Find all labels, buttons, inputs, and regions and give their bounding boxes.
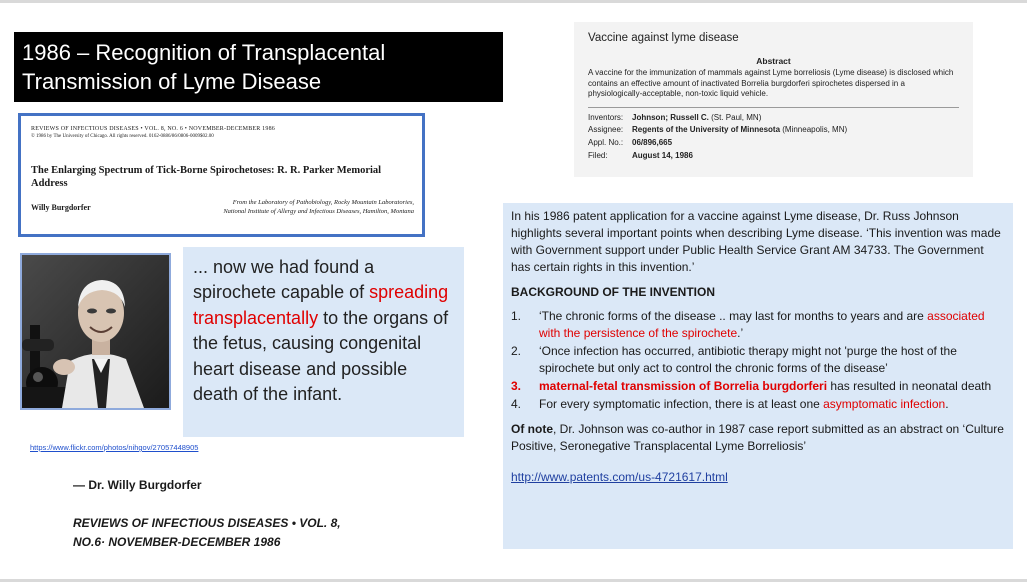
article-copyright-line: © 1986 by The University of Chicago. All rights reserved. 0162-0886/86/0806-0009$02.00 [31,134,214,139]
patent-inventors-location: (St. Paul, MN) [708,112,762,122]
list-item-highlight: associated with the persistence of the spirochete [539,309,985,340]
slide-title-line-1: 1986 – Recognition of Transplacental [22,40,386,65]
quote-highlight: spreading transplacentally [193,282,449,328]
patent-summary-box [503,203,1013,549]
patent-inventors-label: Inventors: [588,112,624,122]
patent-assignee-row [588,124,959,137]
article-header-image [18,113,425,237]
article-title: The Enlarging Spectrum of Tick-Borne Spirochetoses: R. R. Parker Memorial Address [31,165,382,189]
photo-credit-link[interactable]: https://www.flickr.com/photos/nihgov/27057448905 [30,443,199,452]
list-item-text-end: . [945,397,949,411]
patent-abstract: A vaccine for the immunization of mammals against Lyme borreliosis (Lyme disease) is disclosed which contains an effective amount of inactivated Borrelia burgdorferi spirochetes dispersed in a physiologically-acceptable, non-toxic liquid vehicle. [588,68,954,99]
patent-title: Vaccine against lyme disease [588,32,739,44]
patent-filed-label: Filed: [588,150,608,160]
patent-link[interactable]: http://www.patents.com/us-4721617.html [511,470,728,484]
patent-filed-value: August 14, 1986 [632,150,693,160]
patent-appl-label: Appl. No.: [588,137,624,147]
list-item [511,378,1005,395]
article-author: Willy Burgdorfer [31,203,91,212]
list-item [511,308,1005,342]
patent-assignee-label: Assignee: [588,125,624,135]
patent-assignee-name: Regents of the University of Minnesota [632,125,781,135]
summary-intro: In his 1986 patent application for a vaccine against Lyme disease, Dr. Russ Johnson highlights several important points when describing Lyme disease. ‘This invention was made with Government support under Public Health Service Grant AM 34733. The Government has certain rights in this invention.’ [511,209,1001,274]
patent-appl-value: 06/896,665 [632,137,673,147]
patent-filed-row [588,150,959,163]
patent-excerpt [574,22,973,177]
note-label: Of note [511,422,553,436]
portrait-illustration [22,255,169,408]
list-item-number: 1. [511,309,522,323]
note-paragraph [511,421,1005,455]
portrait-photo [20,253,171,410]
list-item-text: For every symptomatic infection, there is at least one [539,397,824,411]
list-item-text: ‘Once infection has occurred, antibiotic therapy might not 'purge the host of the spirochete but only act to control the chronic forms of the disease’ [539,344,957,375]
patent-appl-row [588,137,959,150]
patent-abstract-heading: Abstract [756,56,791,66]
patent-assignee-location: (Minneapolis, MN) [780,125,848,135]
background-heading: BACKGROUND OF THE INVENTION [511,285,715,299]
list-item [511,396,1005,413]
quote-attribution: — Dr. Willy Burgdorfer [73,478,202,492]
article-affiliation: From the Laboratory of Pathobiology, Rocky Mountain Laboratories, National Institute of Allergy and Infectious Diseases, Hamilton, Montana [223,199,414,215]
quote-citation: REVIEWS OF INFECTIOUS DISEASES • VOL. 8, NO.6· NOVEMBER-DECEMBER 1986 [73,516,341,549]
patent-inventors-name: Johnson; Russell C. [632,112,709,122]
background-list [511,308,1005,413]
article-journal-line: REVIEWS OF INFECTIOUS DISEASES • VOL. 8, NO. 6 • NOVEMBER-DECEMBER 1986 [31,126,275,132]
list-item-text-end: has resulted in neonatal death [827,379,992,393]
list-item-text-end: .’ [737,326,744,340]
note-text: , Dr. Johnson was co-author in 1987 case report submitted as an abstract on ‘Culture Positive, Seronegative Transplacental Lyme Borreliosis’ [511,422,1004,453]
list-item-text: ‘The chronic forms of the disease .. may last for months to years and are [539,309,928,323]
list-item-number: 4. [511,397,522,411]
patent-inventors-row [588,112,959,125]
list-item [511,343,1005,377]
quote-box [183,247,464,437]
patent-divider [588,107,959,108]
quote-text-part-1: ... now we had found a spirochete capable of [193,257,375,303]
list-item-highlight: maternal-fetal transmission of Borrelia burgdorferi [539,379,828,393]
slide-title [14,32,503,102]
list-item-number: 3. [511,379,522,393]
quote-text-part-2: to the organs of the fetus, causing congenital heart disease and possible death of the infant. [193,307,449,405]
list-item-highlight: asymptomatic infection [823,397,946,411]
list-item-number: 2. [511,344,522,358]
slide-title-line-2: Transmission of Lyme Disease [22,69,322,94]
top-divider [0,0,1027,3]
